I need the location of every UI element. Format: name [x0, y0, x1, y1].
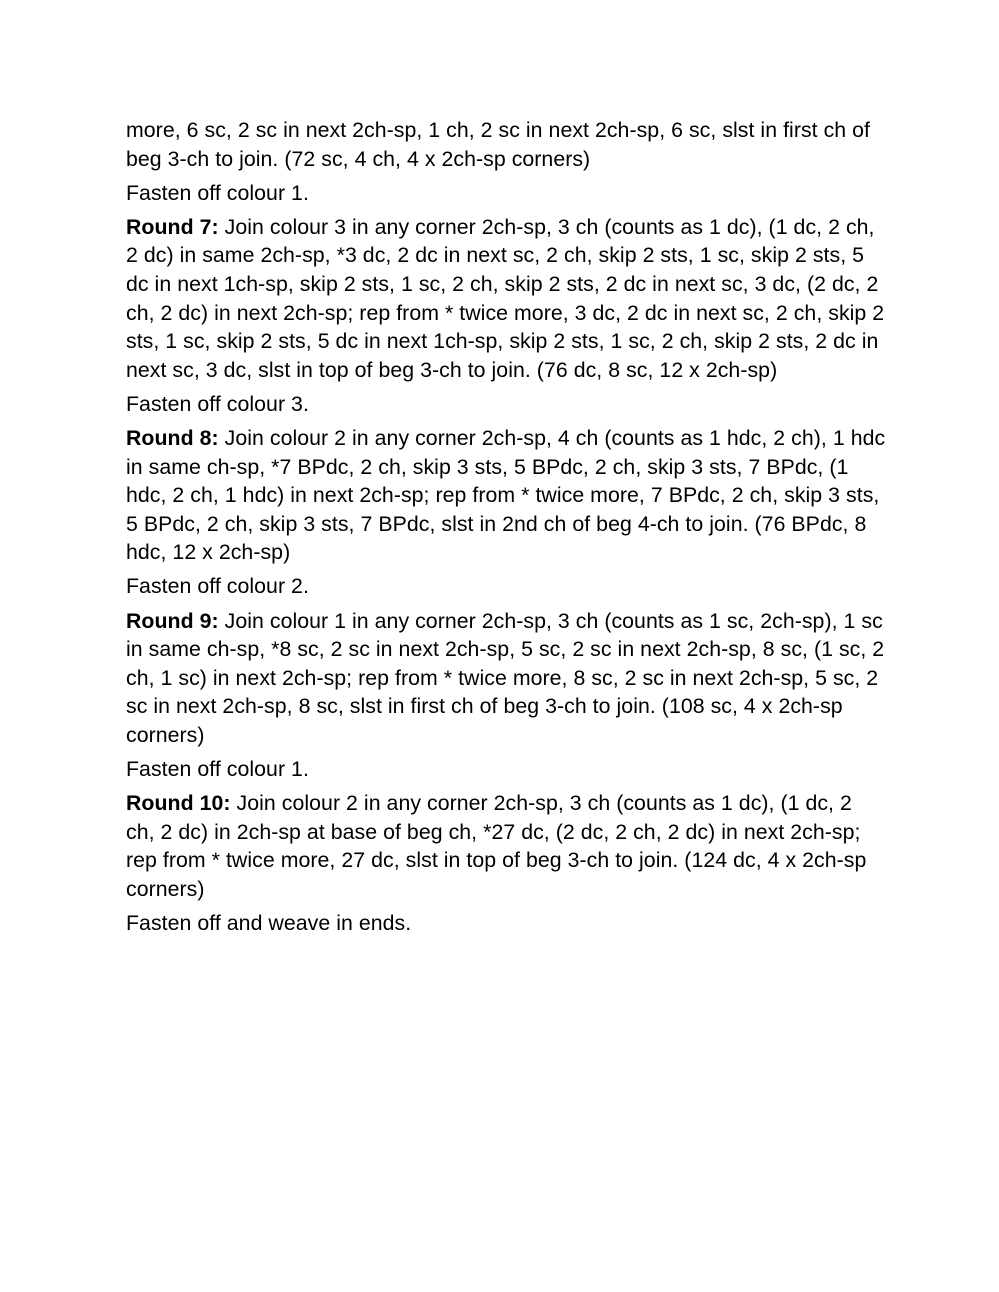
- paragraph-round-9: [126, 607, 886, 750]
- document-body: [126, 116, 886, 943]
- paragraph-text: Fasten off colour 2.: [126, 574, 309, 599]
- paragraph-text: Join colour 2 in any corner 2ch-sp, 4 ch (counts as 1 hdc, 2 ch), 1 hdc in same ch-sp, *7 BPdc, 2 ch, skip 3 sts, 5 BPdc, 2 ch, skip 3 sts, 7 BPdc, (1 hdc, 2 ch, 1 hdc) in next 2ch-sp; rep from * twice more, 7 BPdc, 2 ch, skip 3 sts, 5 BPdc, 2 ch, skip 3 sts, 7 BPdc, slst in 2nd ch of beg 4-ch to join. (76 BPdc, 8 hdc, 12 x 2ch-sp): [126, 425, 886, 565]
- paragraph-text: Fasten off colour 3.: [126, 391, 309, 416]
- paragraph-text: Fasten off colour 1.: [126, 756, 309, 781]
- paragraph-text: Join colour 3 in any corner 2ch-sp, 3 ch (counts as 1 dc), (1 dc, 2 ch, 2 dc) in same 2ch-sp, *3 dc, 2 dc in next sc, 2 ch, skip 2 sts, 1 sc, skip 2 sts, 5 dc in next 1ch-sp, skip 2 sts, 1 sc, 2 ch, skip 2 sts, 2 dc in next sc, 3 dc, (2 dc, 2 ch, 2 dc) in next 2ch-sp; rep from * twice more, 3 dc, 2 dc in next sc, 2 ch, skip 2 sts, 1 sc, skip 2 sts, 5 dc in next 1ch-sp, skip 2 sts, 1 sc, 2 ch, skip 2 sts, 2 dc in next sc, 3 dc, slst in top of beg 3-ch to join. (76 dc, 8 sc, 12 x 2ch-sp): [126, 214, 885, 382]
- paragraph-text: Join colour 2 in any corner 2ch-sp, 3 ch (counts as 1 dc), (1 dc, 2 ch, 2 dc) in 2ch-sp at base of beg ch, *27 dc, (2 dc, 2 ch, 2 dc) in next 2ch-sp; rep from * twice more, 27 dc, slst in top of beg 3-ch to join. (124 dc, 4 x 2ch-sp corners): [126, 791, 867, 901]
- paragraph-round-10: [126, 789, 886, 903]
- paragraph-text: more, 6 sc, 2 sc in next 2ch-sp, 1 ch, 2 sc in next 2ch-sp, 6 sc, slst in first ch of beg 3-ch to join. (72 sc, 4 ch, 4 x 2ch-sp corners): [126, 118, 871, 171]
- paragraph-text: Fasten off and weave in ends.: [126, 910, 412, 935]
- paragraph-round-7: [126, 213, 886, 385]
- paragraph-fasten-off: [126, 179, 886, 208]
- round-label: Round 9:: [126, 608, 219, 633]
- paragraph-continuation: [126, 116, 886, 173]
- round-label: Round 8:: [126, 425, 219, 450]
- paragraph-fasten-off: [126, 390, 886, 419]
- paragraph-text: Join colour 1 in any corner 2ch-sp, 3 ch (counts as 1 sc, 2ch-sp), 1 sc in same ch-sp, *8 sc, 2 sc in next 2ch-sp, 5 sc, 2 sc in next 2ch-sp, 8 sc, (1 sc, 2 ch, 1 sc) in next 2ch-sp; rep from * twice more, 8 sc, 2 sc in next 2ch-sp, 5 sc, 2 sc in next 2ch-sp, 8 sc, slst in first ch of beg 3-ch to join. (108 sc, 4 x 2ch-sp corners): [126, 608, 885, 747]
- paragraph-fasten-off: [126, 755, 886, 784]
- paragraph-finish: [126, 909, 886, 938]
- round-label: Round 7:: [126, 214, 219, 239]
- paragraph-text: Fasten off colour 1.: [126, 180, 309, 205]
- paragraph-round-8: [126, 424, 886, 567]
- paragraph-fasten-off: [126, 572, 886, 601]
- round-label: Round 10:: [126, 791, 231, 816]
